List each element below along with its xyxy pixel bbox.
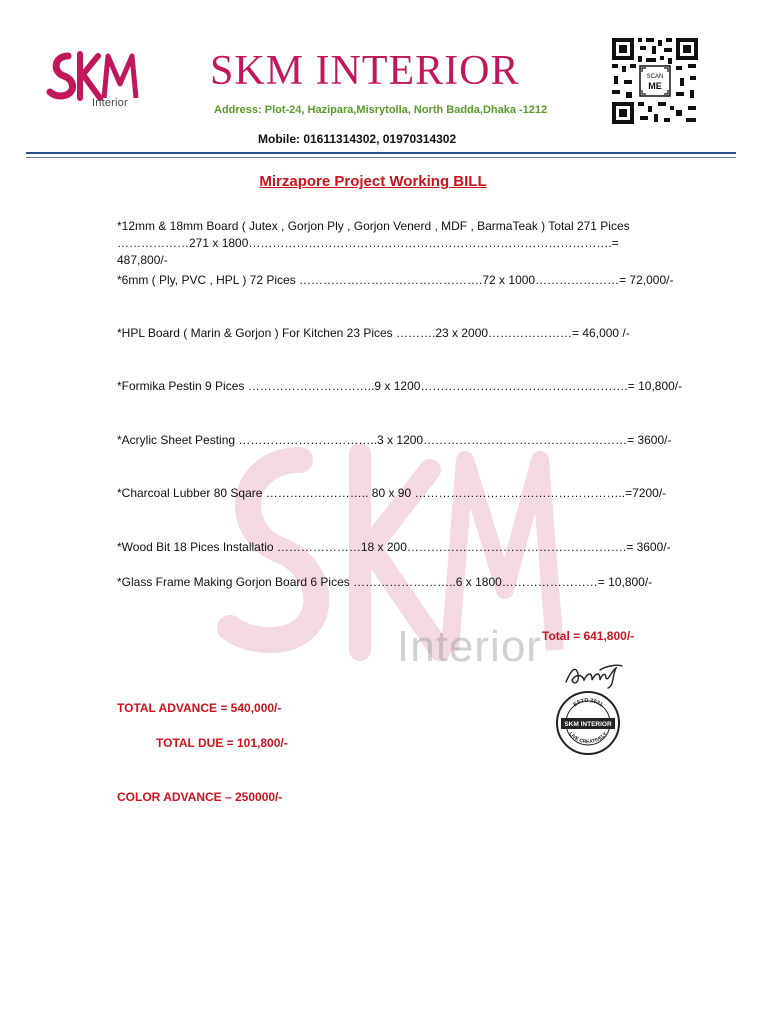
total-due: TOTAL DUE = 101,800/- [156,736,288,750]
watermark-text: Interior [397,622,542,671]
company-address: Address: Plot-24, Hazipara,Misrytolla, North Badda,Dhaka -1212 [214,104,548,116]
company-name: SKM INTERIOR [210,48,520,94]
bill-title: Mirzapore Project Working BILL [259,173,487,190]
bill-item: *Formika Pestin 9 Pices …………………………..9 x 1200…………………………………………….= 10,800/- [117,379,683,393]
stamp-top-text: ESTD 2021 [572,697,604,709]
bill-total: Total = 641,800/- [542,629,635,643]
bill-item: *6mm ( Ply, PVC , HPL ) 72 Pices ……………………………………….72 x 1000…………………= 72,000/- [117,273,674,287]
color-advance: COLOR ADVANCE – 250000/- [117,790,283,804]
stamp-center-text: SKM INTERIOR [564,721,612,728]
bill-item: *Acrylic Sheet Pesting ……………………………..3 x 1200……………………………………………= 3600/- [117,433,672,447]
header-divider-thin [26,157,736,158]
qr-scan-label: SCAN [646,74,664,80]
qr-code-icon [610,36,700,126]
header-divider [26,152,736,154]
svg-text:LIVE CREATIVELY [568,731,609,745]
signature-icon [562,660,626,690]
company-mobile: Mobile: 01611314302, 01970314302 [258,132,457,146]
qr-me-label: ME [648,81,662,91]
company-stamp [555,690,621,756]
bill-item: *12mm & 18mm Board ( Jutex , Gorjon Ply , Gorjon Venerd , MDF , BarmaTeak ) Total 271 Pices ………………271 x 1800……………………………………………………………………………….= 487,800/- [117,219,630,267]
bill-item: *Charcoal Lubber 80 Sqare …………………….. 80 x 90 ……………………………………………..=7200/- [117,486,667,500]
svg-text:ESTD 2021 [573,698,604,708]
bill-item: *HPL Board ( Marin & Gorjon ) For Kitchen 23 Pices ……….23 x 2000…………………= 46,000 /- [117,326,630,340]
logo-subtitle: Interior [92,97,128,109]
stamp-bottom-text: LIVE CREATIVELY [567,731,609,746]
total-advance: TOTAL ADVANCE = 540,000/- [117,701,282,715]
bill-item: *Glass Frame Making Gorjon Board 6 Pices ……………………..6 x 1800……………………= 10,800/- [117,575,653,589]
bill-item: *Wood Bit 18 Pices Installatio …………………18 x 200……………………………………………….= 3600/- [117,540,671,554]
